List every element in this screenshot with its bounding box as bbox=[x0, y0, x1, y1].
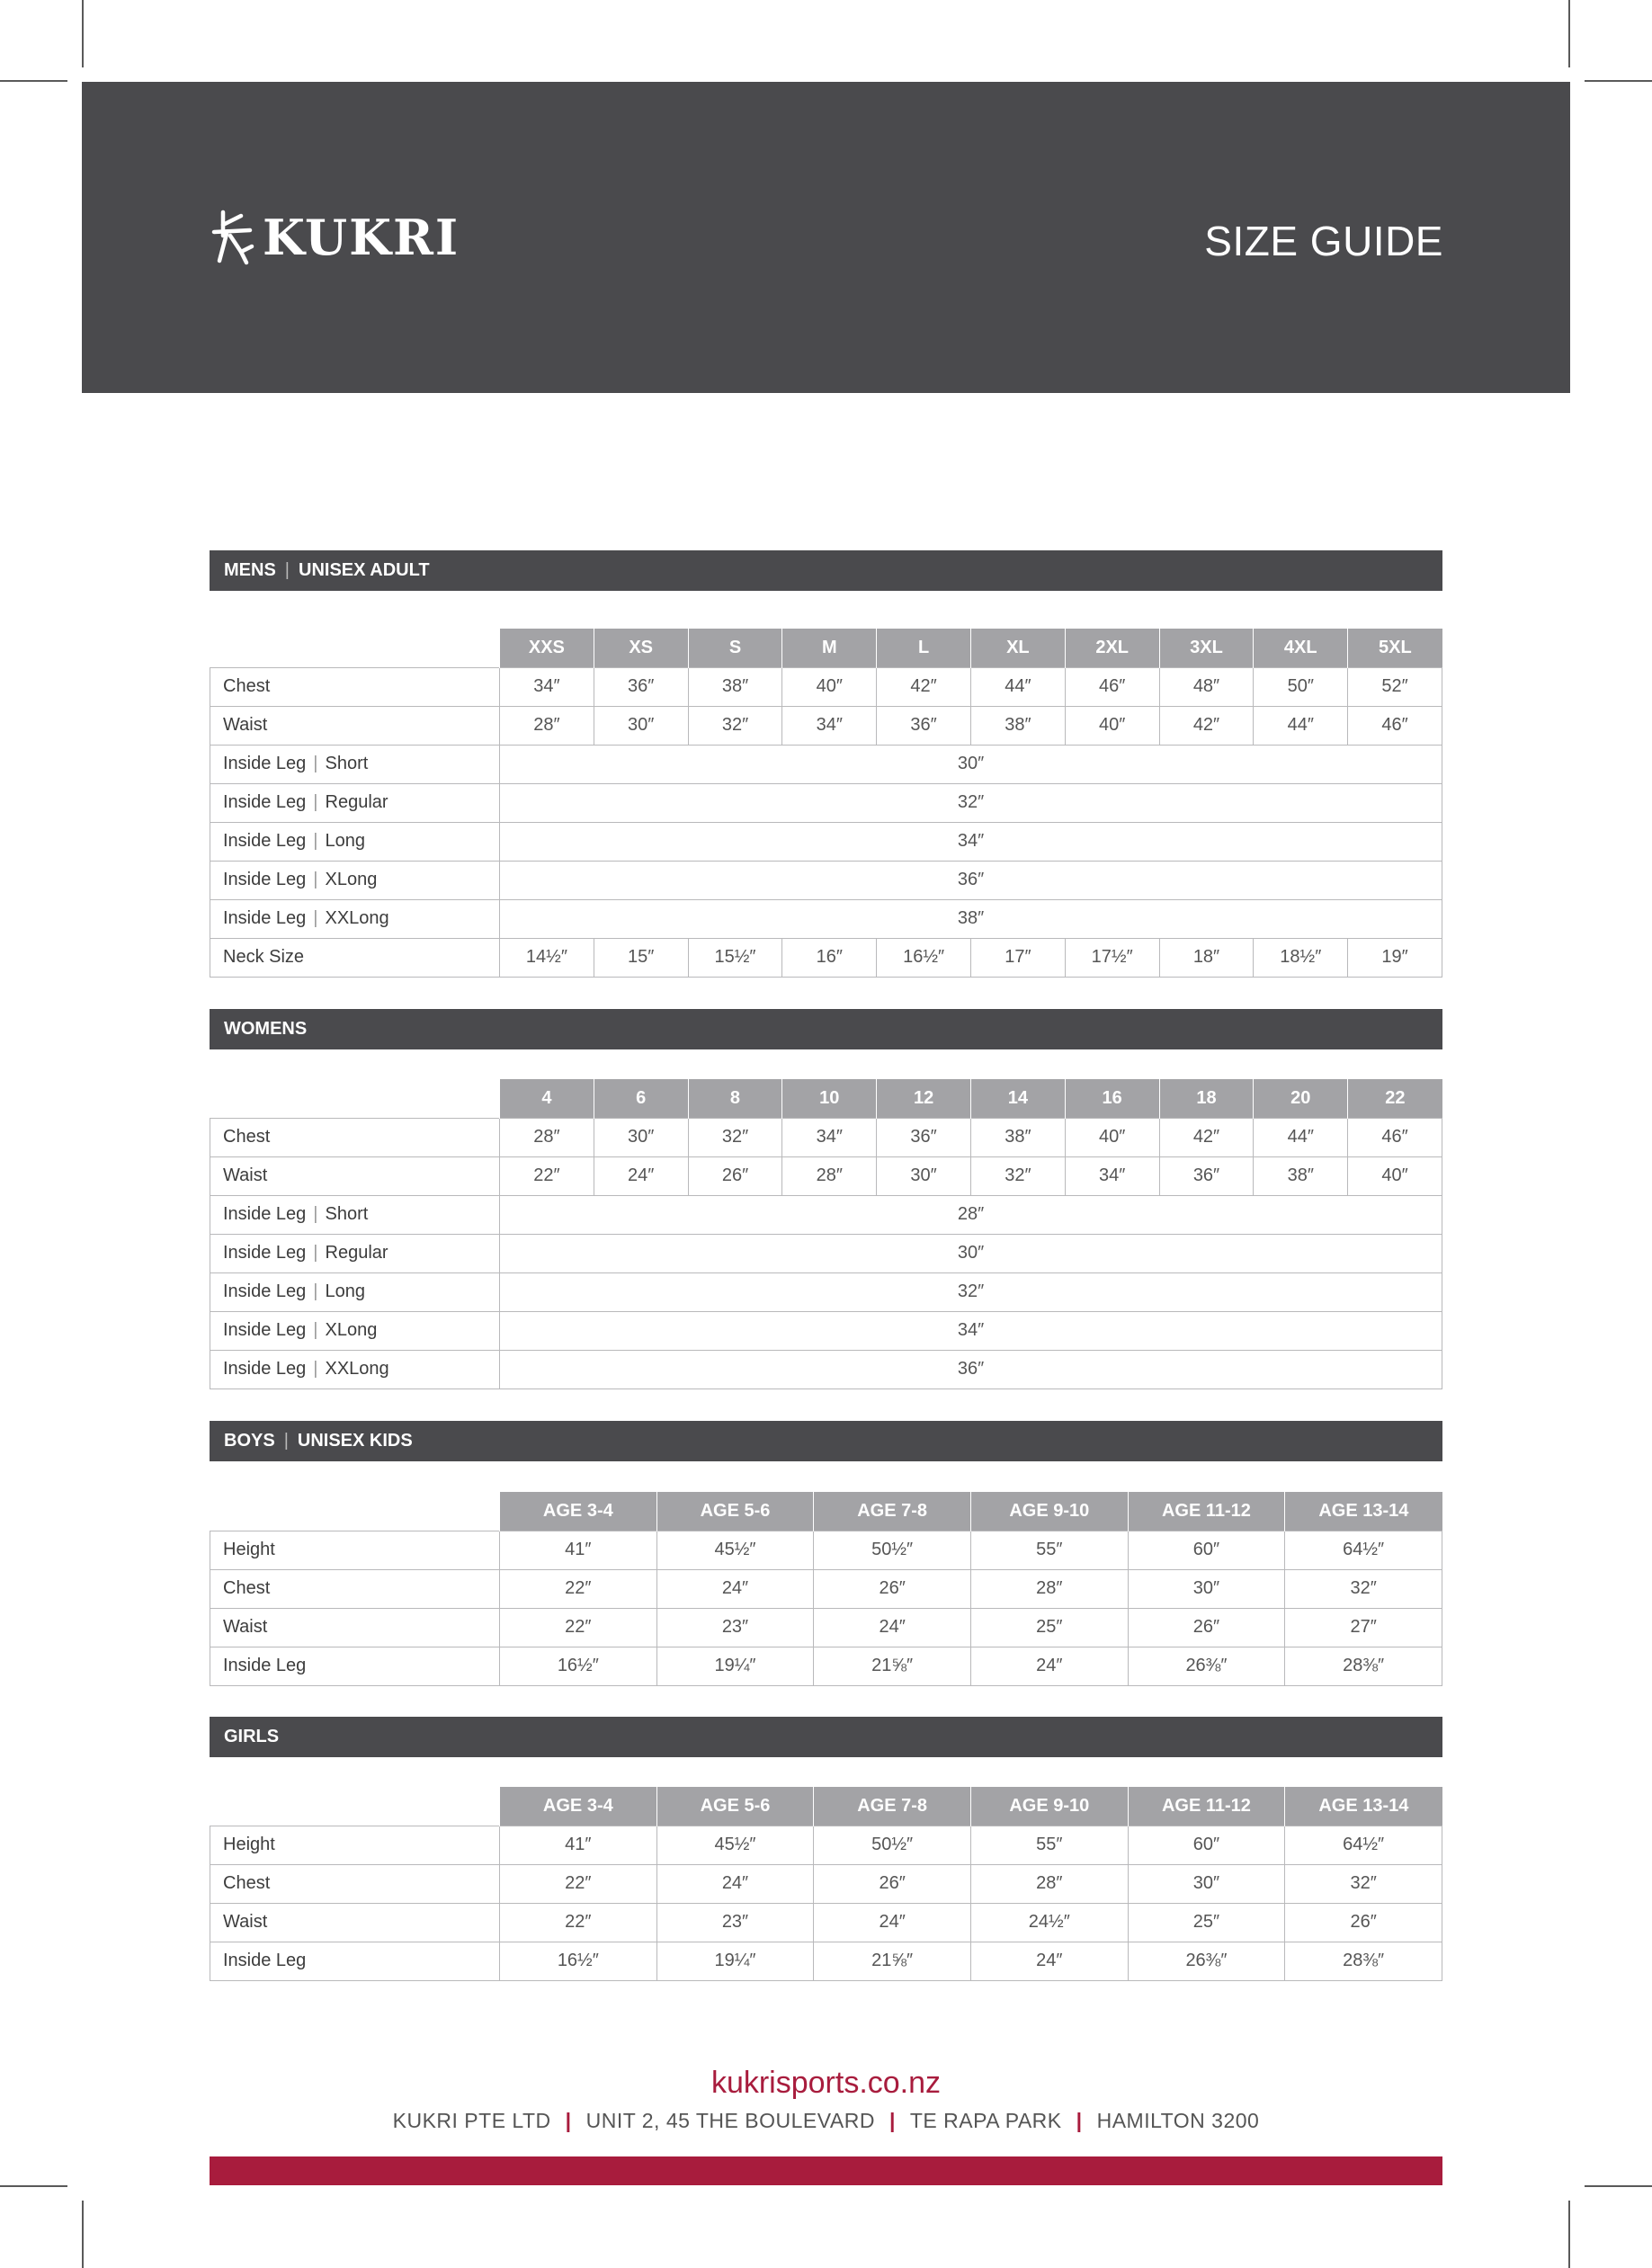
header-row bbox=[210, 1492, 1442, 1531]
header-row bbox=[210, 629, 1442, 667]
table-cell: 36″ bbox=[594, 667, 688, 706]
table-cell: 26⅜″ bbox=[1128, 1942, 1285, 1980]
row-label-subtext: XLong bbox=[325, 1320, 378, 1340]
table-cell: 46″ bbox=[1348, 706, 1442, 745]
row-label-text: Chest bbox=[223, 1578, 271, 1598]
table-cell: 34″ bbox=[1065, 1156, 1159, 1195]
size-header-cell: XXS bbox=[500, 629, 594, 667]
table-cell: 24″ bbox=[594, 1156, 688, 1195]
table-cell: 38″ bbox=[970, 706, 1065, 745]
table-cell: 16½″ bbox=[500, 1942, 657, 1980]
table-cell: 25″ bbox=[1128, 1903, 1285, 1942]
size-header-cell: 10 bbox=[782, 1079, 877, 1118]
table-cell: 26″ bbox=[688, 1156, 782, 1195]
size-header-cell: L bbox=[877, 629, 971, 667]
separator: | bbox=[313, 1281, 318, 1301]
table-cell: 38″ bbox=[970, 1118, 1065, 1156]
table-cell: 40″ bbox=[782, 667, 877, 706]
row-label bbox=[210, 822, 500, 861]
separator: | bbox=[283, 1431, 289, 1451]
size-header-cell: 2XL bbox=[1065, 629, 1159, 667]
row-label bbox=[210, 1234, 500, 1272]
table-cell-span: 36″ bbox=[500, 1350, 1442, 1388]
row-label-text: Inside Leg bbox=[223, 1204, 307, 1224]
table-cell: 21⅝″ bbox=[814, 1647, 971, 1685]
size-header-cell: 22 bbox=[1348, 1079, 1442, 1118]
crop-mark bbox=[82, 2201, 84, 2268]
size-header-cell: 6 bbox=[594, 1079, 688, 1118]
table-row bbox=[210, 1118, 1442, 1156]
table-cell: 34″ bbox=[782, 706, 877, 745]
row-label bbox=[210, 1903, 500, 1942]
row-label bbox=[210, 1156, 500, 1195]
size-header-cell: 8 bbox=[688, 1079, 782, 1118]
separator: | bbox=[284, 560, 290, 580]
crop-mark bbox=[1585, 80, 1652, 82]
crop-mark bbox=[1568, 2201, 1570, 2268]
size-header-cell: 20 bbox=[1254, 1079, 1348, 1118]
section-header-mens bbox=[210, 550, 1442, 591]
row-label-text: Inside Leg bbox=[223, 831, 307, 851]
table-cell: 24½″ bbox=[970, 1903, 1128, 1942]
size-header-cell: XS bbox=[594, 629, 688, 667]
table-cell: 28⅜″ bbox=[1285, 1942, 1442, 1980]
table-cell: 26″ bbox=[814, 1864, 971, 1903]
section-title: MENS bbox=[224, 560, 276, 580]
table-cell: 32″ bbox=[688, 706, 782, 745]
table-row bbox=[210, 1311, 1442, 1350]
table-cell: 50½″ bbox=[814, 1531, 971, 1569]
table-cell: 34″ bbox=[500, 667, 594, 706]
crop-mark bbox=[0, 80, 67, 82]
row-label-text: Inside Leg bbox=[223, 870, 307, 889]
crop-mark bbox=[1585, 2185, 1652, 2187]
address-line: UNIT 2, 45 THE BOULEVARD bbox=[585, 2109, 875, 2132]
page-title: SIZE GUIDE bbox=[1204, 218, 1443, 264]
row-label-subtext: Long bbox=[325, 1281, 365, 1301]
table-cell: 15″ bbox=[594, 938, 688, 977]
table-cell: 22″ bbox=[500, 1608, 657, 1647]
row-label bbox=[210, 1608, 500, 1647]
table-cell-span: 32″ bbox=[500, 1272, 1442, 1311]
header-row bbox=[210, 1787, 1442, 1826]
table-cell-span: 34″ bbox=[500, 822, 1442, 861]
table-cell: 22″ bbox=[500, 1156, 594, 1195]
row-label-subtext: XXLong bbox=[325, 908, 389, 928]
table-cell: 60″ bbox=[1128, 1531, 1285, 1569]
size-header-cell: 4XL bbox=[1254, 629, 1348, 667]
separator: | bbox=[313, 908, 318, 928]
row-label-text: Inside Leg bbox=[223, 1320, 307, 1340]
table-cell: 36″ bbox=[877, 1118, 971, 1156]
table-cell: 28″ bbox=[782, 1156, 877, 1195]
table-cell-span: 30″ bbox=[500, 745, 1442, 783]
table-row bbox=[210, 706, 1442, 745]
table-row bbox=[210, 667, 1442, 706]
header-blank-cell bbox=[210, 1079, 500, 1118]
row-label bbox=[210, 667, 500, 706]
separator: | bbox=[313, 831, 318, 851]
table-cell-span: 36″ bbox=[500, 861, 1442, 899]
table-row bbox=[210, 1647, 1442, 1685]
row-label-text: Neck Size bbox=[223, 947, 305, 967]
table-cell-span: 30″ bbox=[500, 1234, 1442, 1272]
separator: | bbox=[313, 792, 318, 812]
size-header-cell: 5XL bbox=[1348, 629, 1442, 667]
table-cell: 38″ bbox=[1254, 1156, 1348, 1195]
size-header-cell: 3XL bbox=[1159, 629, 1254, 667]
row-label bbox=[210, 1864, 500, 1903]
row-label-subtext: Short bbox=[325, 1204, 369, 1224]
row-label-subtext: Regular bbox=[325, 1243, 388, 1263]
size-header-cell: XL bbox=[970, 629, 1065, 667]
table-cell-span: 28″ bbox=[500, 1195, 1442, 1234]
row-label bbox=[210, 938, 500, 977]
size-header-cell: AGE 11-12 bbox=[1128, 1787, 1285, 1826]
size-header-cell: AGE 9-10 bbox=[970, 1492, 1128, 1531]
header-blank-cell bbox=[210, 629, 500, 667]
footer-accent-bar bbox=[210, 2156, 1442, 2185]
table-cell: 14½″ bbox=[500, 938, 594, 977]
row-label-text: Chest bbox=[223, 676, 271, 696]
header-row bbox=[210, 1079, 1442, 1118]
table-row bbox=[210, 1195, 1442, 1234]
table-cell: 52″ bbox=[1348, 667, 1442, 706]
table-row bbox=[210, 783, 1442, 822]
table-cell: 44″ bbox=[970, 667, 1065, 706]
table-cell: 50″ bbox=[1254, 667, 1348, 706]
row-label bbox=[210, 1195, 500, 1234]
company-address bbox=[0, 2106, 1652, 2135]
table-cell: 17″ bbox=[970, 938, 1065, 977]
table-row bbox=[210, 822, 1442, 861]
separator: | bbox=[313, 754, 318, 773]
size-header-cell: AGE 13-14 bbox=[1285, 1787, 1442, 1826]
size-header-cell: AGE 13-14 bbox=[1285, 1492, 1442, 1531]
separator: | bbox=[313, 1243, 318, 1263]
row-label bbox=[210, 1531, 500, 1569]
table-cell: 26″ bbox=[814, 1569, 971, 1608]
row-label-text: Height bbox=[223, 1835, 275, 1854]
website-link[interactable]: kukrisports.co.nz bbox=[710, 2066, 942, 2100]
table-cell: 23″ bbox=[656, 1608, 814, 1647]
table-cell: 41″ bbox=[500, 1826, 657, 1864]
row-label-text: Waist bbox=[223, 1165, 268, 1185]
address-line: TE RAPA PARK bbox=[909, 2109, 1062, 2132]
table-cell: 44″ bbox=[1254, 706, 1348, 745]
table-cell: 36″ bbox=[1159, 1156, 1254, 1195]
table-row bbox=[210, 899, 1442, 938]
size-header-cell: 14 bbox=[970, 1079, 1065, 1118]
table-cell: 28″ bbox=[970, 1569, 1128, 1608]
table-cell: 23″ bbox=[656, 1903, 814, 1942]
table-cell: 40″ bbox=[1065, 1118, 1159, 1156]
row-label bbox=[210, 1826, 500, 1864]
row-label-text: Inside Leg bbox=[223, 1243, 307, 1263]
size-table-boys bbox=[210, 1492, 1442, 1686]
table-row bbox=[210, 1826, 1442, 1864]
table-cell: 40″ bbox=[1065, 706, 1159, 745]
row-label bbox=[210, 1647, 500, 1685]
table-row bbox=[210, 938, 1442, 977]
row-label-subtext: XXLong bbox=[325, 1359, 389, 1379]
section-title: WOMENS bbox=[224, 1019, 308, 1039]
address-line: KUKRI PTE LTD bbox=[392, 2109, 551, 2132]
size-table-girls bbox=[210, 1787, 1442, 1981]
table-cell: 46″ bbox=[1348, 1118, 1442, 1156]
table-cell: 24″ bbox=[970, 1942, 1128, 1980]
table-cell: 36″ bbox=[877, 706, 971, 745]
table-row bbox=[210, 1156, 1442, 1195]
table-cell: 24″ bbox=[656, 1864, 814, 1903]
table-cell: 26″ bbox=[1285, 1903, 1442, 1942]
size-header-cell: AGE 5-6 bbox=[656, 1492, 814, 1531]
table-cell: 16″ bbox=[782, 938, 877, 977]
table-row bbox=[210, 1903, 1442, 1942]
table-cell: 41″ bbox=[500, 1531, 657, 1569]
row-label bbox=[210, 745, 500, 783]
row-label-text: Inside Leg bbox=[223, 754, 307, 773]
row-label-subtext: XLong bbox=[325, 870, 378, 889]
table-cell: 45½″ bbox=[656, 1531, 814, 1569]
section-subtitle: UNISEX ADULT bbox=[299, 560, 430, 580]
table-cell: 34″ bbox=[782, 1118, 877, 1156]
table-cell: 24″ bbox=[970, 1647, 1128, 1685]
table-cell: 32″ bbox=[1285, 1864, 1442, 1903]
table-row bbox=[210, 1864, 1442, 1903]
size-header-cell: M bbox=[782, 629, 877, 667]
section-header-girls bbox=[210, 1717, 1442, 1757]
table-cell: 32″ bbox=[970, 1156, 1065, 1195]
table-cell: 26″ bbox=[1128, 1608, 1285, 1647]
size-header-cell: AGE 11-12 bbox=[1128, 1492, 1285, 1531]
table-cell: 30″ bbox=[594, 706, 688, 745]
size-header-cell: 18 bbox=[1159, 1079, 1254, 1118]
brand-wordmark: KUKRI bbox=[263, 209, 460, 266]
size-table-mens bbox=[210, 629, 1442, 978]
size-header-cell: S bbox=[688, 629, 782, 667]
kukri-figure-icon bbox=[210, 209, 257, 266]
row-label-text: Inside Leg bbox=[223, 1656, 307, 1675]
table-cell: 17½″ bbox=[1065, 938, 1159, 977]
row-label-text: Chest bbox=[223, 1127, 271, 1147]
table-cell: 19″ bbox=[1348, 938, 1442, 977]
table-row bbox=[210, 1569, 1442, 1608]
row-label-text: Inside Leg bbox=[223, 1359, 307, 1379]
row-label bbox=[210, 1272, 500, 1311]
table-cell: 16½″ bbox=[877, 938, 971, 977]
row-label-text: Inside Leg bbox=[223, 792, 307, 812]
header-blank-cell bbox=[210, 1787, 500, 1826]
table-cell: 30″ bbox=[1128, 1569, 1285, 1608]
size-header-cell: AGE 9-10 bbox=[970, 1787, 1128, 1826]
address-line: HAMILTON 3200 bbox=[1096, 2109, 1260, 2132]
row-label-text: Inside Leg bbox=[223, 908, 307, 928]
row-label-text: Waist bbox=[223, 1617, 268, 1637]
size-header-cell: 4 bbox=[500, 1079, 594, 1118]
separator: | bbox=[313, 1320, 318, 1340]
size-header-cell: AGE 5-6 bbox=[656, 1787, 814, 1826]
table-cell: 24″ bbox=[656, 1569, 814, 1608]
separator: | bbox=[313, 870, 318, 889]
table-cell: 64½″ bbox=[1285, 1531, 1442, 1569]
row-label-text: Chest bbox=[223, 1873, 271, 1893]
section-header-womens bbox=[210, 1009, 1442, 1049]
table-cell-span: 38″ bbox=[500, 899, 1442, 938]
table-cell: 28″ bbox=[970, 1864, 1128, 1903]
size-table-womens bbox=[210, 1079, 1442, 1389]
section-title: BOYS bbox=[224, 1431, 275, 1451]
header-blank-cell bbox=[210, 1492, 500, 1531]
table-cell: 22″ bbox=[500, 1569, 657, 1608]
separator: | bbox=[1076, 2109, 1083, 2132]
row-label bbox=[210, 706, 500, 745]
table-row bbox=[210, 1608, 1442, 1647]
row-label-subtext: Long bbox=[325, 831, 365, 851]
separator: | bbox=[565, 2109, 572, 2132]
size-header-cell: AGE 7-8 bbox=[814, 1492, 971, 1531]
table-cell: 22″ bbox=[500, 1903, 657, 1942]
table-cell: 46″ bbox=[1065, 667, 1159, 706]
table-cell-span: 34″ bbox=[500, 1311, 1442, 1350]
row-label-text: Inside Leg bbox=[223, 1951, 307, 1970]
row-label bbox=[210, 1350, 500, 1388]
table-cell: 26⅜″ bbox=[1128, 1647, 1285, 1685]
table-cell: 28″ bbox=[500, 1118, 594, 1156]
table-cell: 18″ bbox=[1159, 938, 1254, 977]
table-cell: 27″ bbox=[1285, 1608, 1442, 1647]
row-label-subtext: Short bbox=[325, 754, 369, 773]
table-cell: 16½″ bbox=[500, 1647, 657, 1685]
table-row bbox=[210, 745, 1442, 783]
table-cell: 55″ bbox=[970, 1826, 1128, 1864]
crop-mark bbox=[82, 0, 84, 67]
table-row bbox=[210, 861, 1442, 899]
row-label bbox=[210, 1942, 500, 1980]
table-cell: 24″ bbox=[814, 1903, 971, 1942]
row-label bbox=[210, 861, 500, 899]
crop-mark bbox=[0, 2185, 67, 2187]
size-header-cell: 12 bbox=[877, 1079, 971, 1118]
table-cell-span: 32″ bbox=[500, 783, 1442, 822]
size-header-cell: AGE 3-4 bbox=[500, 1787, 657, 1826]
table-cell: 45½″ bbox=[656, 1826, 814, 1864]
row-label bbox=[210, 1569, 500, 1608]
separator: | bbox=[313, 1359, 318, 1379]
table-cell: 44″ bbox=[1254, 1118, 1348, 1156]
row-label bbox=[210, 1311, 500, 1350]
table-cell: 38″ bbox=[688, 667, 782, 706]
separator: | bbox=[313, 1204, 318, 1224]
table-cell: 15½″ bbox=[688, 938, 782, 977]
table-cell: 18½″ bbox=[1254, 938, 1348, 977]
crop-mark bbox=[1568, 0, 1570, 67]
table-cell: 22″ bbox=[500, 1864, 657, 1903]
size-header-cell: 16 bbox=[1065, 1079, 1159, 1118]
table-cell: 42″ bbox=[877, 667, 971, 706]
table-cell: 28″ bbox=[500, 706, 594, 745]
row-label bbox=[210, 1118, 500, 1156]
table-cell: 42″ bbox=[1159, 706, 1254, 745]
table-row bbox=[210, 1272, 1442, 1311]
table-cell: 32″ bbox=[1285, 1569, 1442, 1608]
table-cell: 55″ bbox=[970, 1531, 1128, 1569]
table-cell: 42″ bbox=[1159, 1118, 1254, 1156]
table-cell: 60″ bbox=[1128, 1826, 1285, 1864]
row-label-text: Inside Leg bbox=[223, 1281, 307, 1301]
table-cell: 30″ bbox=[1128, 1864, 1285, 1903]
row-label-text: Height bbox=[223, 1540, 275, 1559]
table-cell: 32″ bbox=[688, 1118, 782, 1156]
row-label bbox=[210, 783, 500, 822]
size-header-cell: AGE 3-4 bbox=[500, 1492, 657, 1531]
table-row bbox=[210, 1350, 1442, 1388]
table-cell: 25″ bbox=[970, 1608, 1128, 1647]
brand-logo bbox=[210, 209, 460, 266]
size-header-cell: AGE 7-8 bbox=[814, 1787, 971, 1826]
table-cell: 28⅜″ bbox=[1285, 1647, 1442, 1685]
section-title: GIRLS bbox=[224, 1727, 280, 1746]
section-subtitle: UNISEX KIDS bbox=[297, 1431, 413, 1451]
row-label-text: Waist bbox=[223, 1912, 268, 1932]
table-cell: 21⅝″ bbox=[814, 1942, 971, 1980]
table-cell: 64½″ bbox=[1285, 1826, 1442, 1864]
table-cell: 30″ bbox=[877, 1156, 971, 1195]
row-label-subtext: Regular bbox=[325, 792, 388, 812]
table-row bbox=[210, 1234, 1442, 1272]
table-cell: 48″ bbox=[1159, 667, 1254, 706]
table-cell: 19¼″ bbox=[656, 1942, 814, 1980]
table-cell: 30″ bbox=[594, 1118, 688, 1156]
table-cell: 40″ bbox=[1348, 1156, 1442, 1195]
table-row bbox=[210, 1531, 1442, 1569]
table-cell: 24″ bbox=[814, 1608, 971, 1647]
row-label bbox=[210, 899, 500, 938]
separator: | bbox=[889, 2109, 896, 2132]
section-header-boys bbox=[210, 1421, 1442, 1461]
table-row bbox=[210, 1942, 1442, 1980]
row-label-text: Waist bbox=[223, 715, 268, 735]
table-cell: 19¼″ bbox=[656, 1647, 814, 1685]
table-cell: 50½″ bbox=[814, 1826, 971, 1864]
